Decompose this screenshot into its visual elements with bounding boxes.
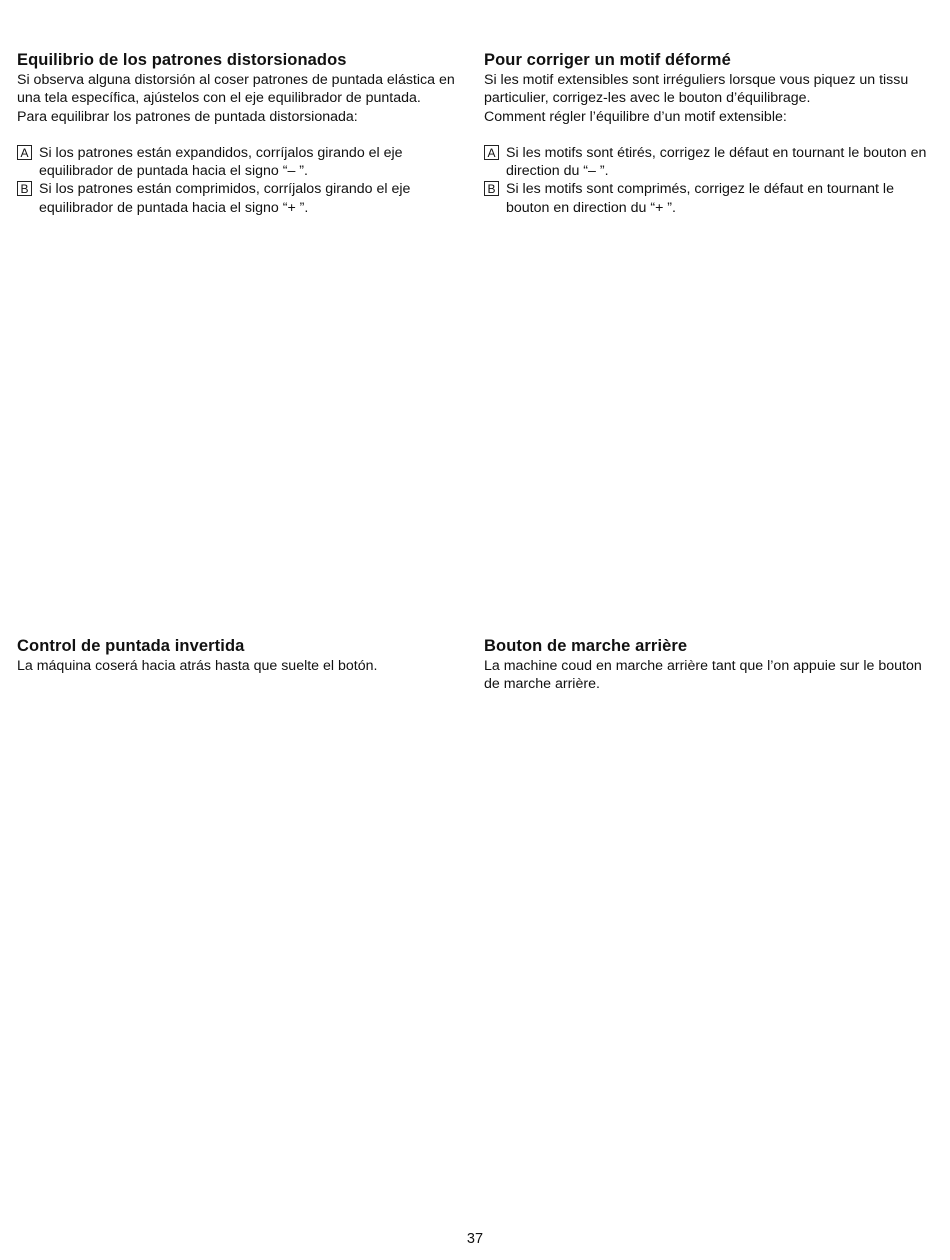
es-item-b [17,180,457,217]
page-number: 37 [466,1231,484,1247]
es-item-b-text: Si los patrones están comprimidos, corríjalos girando el eje equilibrador de puntada hacia el signo “+ ”. [39,181,411,216]
fr-item-a-text: Si les motifs sont étirés, corrigez le défaut en tournant le bouton en direction du “– ”. [506,144,927,180]
fr-distortion-section [484,50,934,217]
fr-reverse-section [484,636,934,694]
label-a-box: A [17,145,32,160]
label-b-box: B [484,181,499,196]
fr-reverse-heading: Bouton de marche arrière [484,637,688,655]
es-distortion-intro: Si observa alguna distorsión al coser patrones de puntada elástica en una tela específica, ajústelos con el eje equilibrador de puntada. [17,72,455,107]
fr-distortion-intro: Si les motif extensibles sont irréguliers lorsque vous piquez un tissu particulier, corrigez-les avec le bouton d’équilibrage. [484,72,909,107]
es-distortion-list [17,144,457,217]
label-b-box: B [17,181,32,196]
es-distortion-section [17,50,457,217]
es-reverse-section [17,636,457,675]
fr-reverse-text: La machine coud en marche arrière tant que l’on appuie sur le bouton de marche arrière. [484,658,922,693]
fr-distortion-list [484,144,934,217]
fr-item-a [484,144,934,181]
fr-distortion-instruction: Comment régler l’équilibre d’un motif extensible: [484,108,787,125]
es-reverse-text: La máquina coserá hacia atrás hasta que suelte el botón. [17,658,378,674]
es-item-a-text: Si los patrones están expandidos, corríjalos girando el eje equilibrador de puntada hacia el signo “– ”. [39,144,403,180]
spacer [484,126,934,144]
es-distortion-heading: Equilibrio de los patrones distorsionados [17,51,347,69]
fr-item-b-text: Si les motifs sont comprimés, corrigez le défaut en tournant le bouton en direction du “+ ”. [506,181,894,216]
spacer [17,126,457,144]
fr-item-b [484,180,934,217]
es-distortion-instruction: Para equilibrar los patrones de puntada distorsionada: [17,108,358,125]
es-item-a [17,144,457,181]
label-a-box: A [484,145,499,160]
fr-distortion-heading: Pour corriger un motif déformé [484,51,731,69]
es-reverse-heading: Control de puntada invertida [17,637,245,655]
